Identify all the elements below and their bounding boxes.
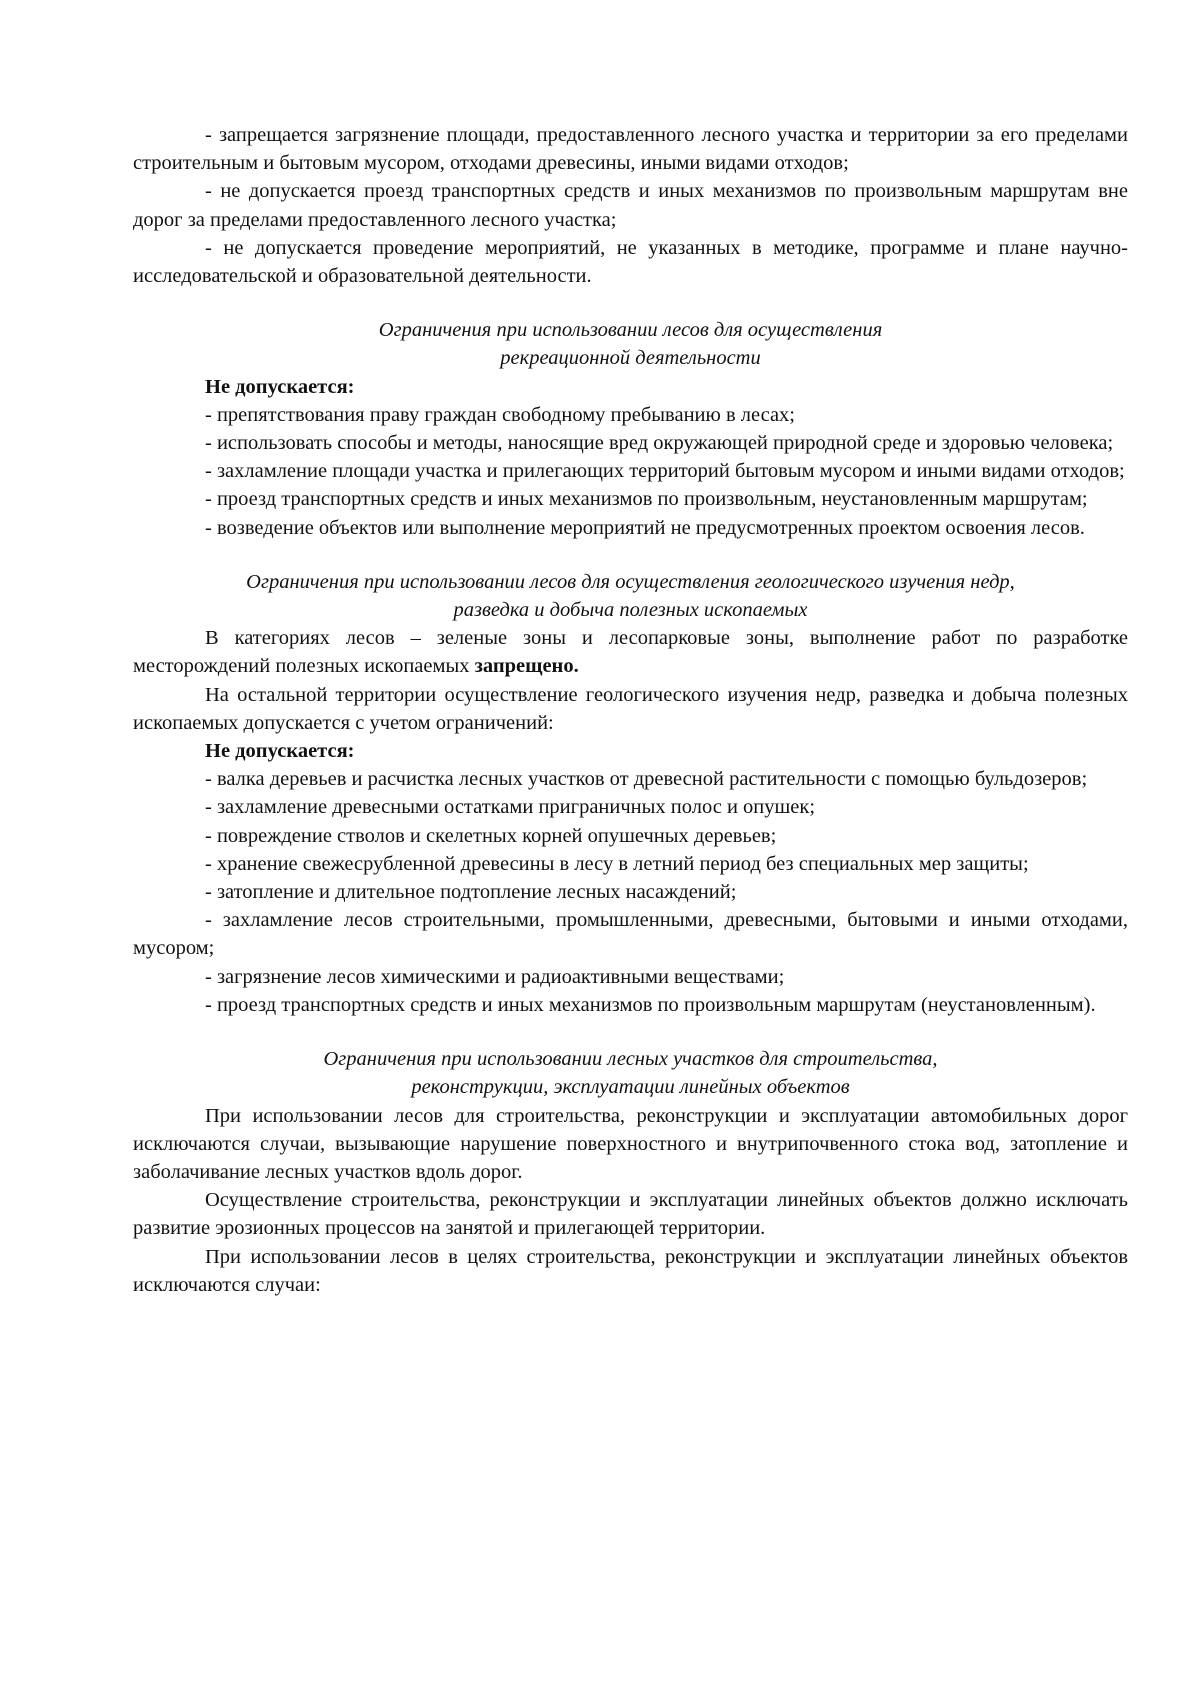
- restriction-item: - загрязнение лесов химическими и радиоактивными веществами;: [205, 965, 785, 988]
- restriction-item: - возведение объектов или выполнение мероприятий не предусмотренных проектом освоения лесов.: [205, 516, 1085, 539]
- body-paragraph: Осуществление строительства, реконструкции и эксплуатации линейных объектов должно исключать развитие эрозионных процессов на занятой и прилегающей территории.: [133, 1189, 1128, 1240]
- intro-item: - не допускается проезд транспортных средств и иных механизмов по произвольным маршрутам вне дорог за пределами предоставленного лесного участка;: [133, 180, 1128, 231]
- section-gap: [133, 1019, 1128, 1045]
- heading-line-1: Ограничения при использовании лесов для осуществления: [378, 319, 883, 342]
- restriction-item: - валка деревьев и расчистка лесных участков от древесной растительности с помощью бульдозеров;: [205, 768, 1088, 791]
- body-paragraph: [133, 624, 1128, 680]
- not-allowed-label: Не допускается:: [205, 375, 355, 398]
- section-heading: [133, 1045, 1128, 1101]
- heading-line-2: рекреационной деятельности: [500, 347, 761, 370]
- body-paragraph: При использовании лесов для строительства, реконструкции и эксплуатации автомобильных дорог исключаются случаи, вызывающие нарушение поверхностного и внутрипочвенного стока вод, затопление и заболачивание лесных участков вдоль дорог.: [133, 1104, 1128, 1183]
- body-paragraph: При использовании лесов в целях строительства, реконструкции и эксплуатации линейных объектов исключаются случаи:: [133, 1245, 1128, 1296]
- heading-line-2: разведка и добыча полезных ископаемых: [453, 599, 808, 622]
- body-paragraph: На остальной территории осуществление геологического изучения недр, разведка и добыча полезных ископаемых допускается с учетом ограничений:: [133, 683, 1128, 734]
- restriction-item: - захламление древесными остатками приграничных полос и опушек;: [205, 796, 816, 819]
- heading-line-1: Ограничения при использовании лесных участков для строительства,: [323, 1048, 938, 1071]
- section-gap: [133, 542, 1128, 568]
- not-allowed-label: Не допускается:: [205, 740, 355, 763]
- paragraph-text: В категориях лесов – зеленые зоны и лесопарковые зоны, выполнение работ по разработке месторождений полезных ископаемых: [133, 627, 1128, 678]
- restriction-item: - проезд транспортных средств и иных механизмов по произвольным, неустановленным маршрутам;: [205, 488, 1088, 511]
- intro-item: - не допускается проведение мероприятий, не указанных в методике, программе и плане научно-исследовательской и образовательной деятельности.: [133, 236, 1128, 288]
- heading-line-2: реконструкции, эксплуатации линейных объектов: [411, 1076, 850, 1099]
- section-geology: [133, 568, 1128, 1019]
- restriction-item: - захламление лесов строительными, промышленными, древесными, бытовыми и иными отходами, мусором;: [133, 909, 1128, 960]
- section-heading: [133, 316, 1128, 372]
- section-heading: [133, 568, 1128, 624]
- section-recreation: [133, 316, 1128, 542]
- restriction-item: - захламление площади участка и прилегающих территорий бытовым мусором и иными видами отходов;: [205, 460, 1125, 483]
- section-linear-objects: [133, 1045, 1128, 1299]
- restriction-item: - использовать способы и методы, наносящие вред окружающей природной среде и здоровью человека;: [205, 432, 1114, 455]
- restriction-item: - затопление и длительное подтопление лесных насаждений;: [205, 881, 737, 904]
- document-page: [133, 121, 1128, 1299]
- emphasis-text: запрещено.: [474, 655, 579, 678]
- intro-item: - запрещается загрязнение площади, предоставленного лесного участка и территории за его пределами строительным и бытовым мусором, отходами древесины, иными видами отходов;: [133, 124, 1128, 175]
- restriction-item: - повреждение стволов и скелетных корней опушечных деревьев;: [205, 824, 777, 847]
- restriction-item: - проезд транспортных средств и иных механизмов по произвольным маршрутам (неустановленным).: [205, 993, 1096, 1016]
- restriction-item: - препятствования праву граждан свободному пребыванию в лесах;: [205, 403, 795, 426]
- restriction-item: - хранение свежесрубленной древесины в лесу в летний период без специальных мер защиты;: [205, 852, 1029, 875]
- intro-list: [133, 121, 1128, 290]
- section-gap: [133, 290, 1128, 316]
- heading-line-1: Ограничения при использовании лесов для осуществления геологического изучения недр,: [246, 570, 1015, 593]
